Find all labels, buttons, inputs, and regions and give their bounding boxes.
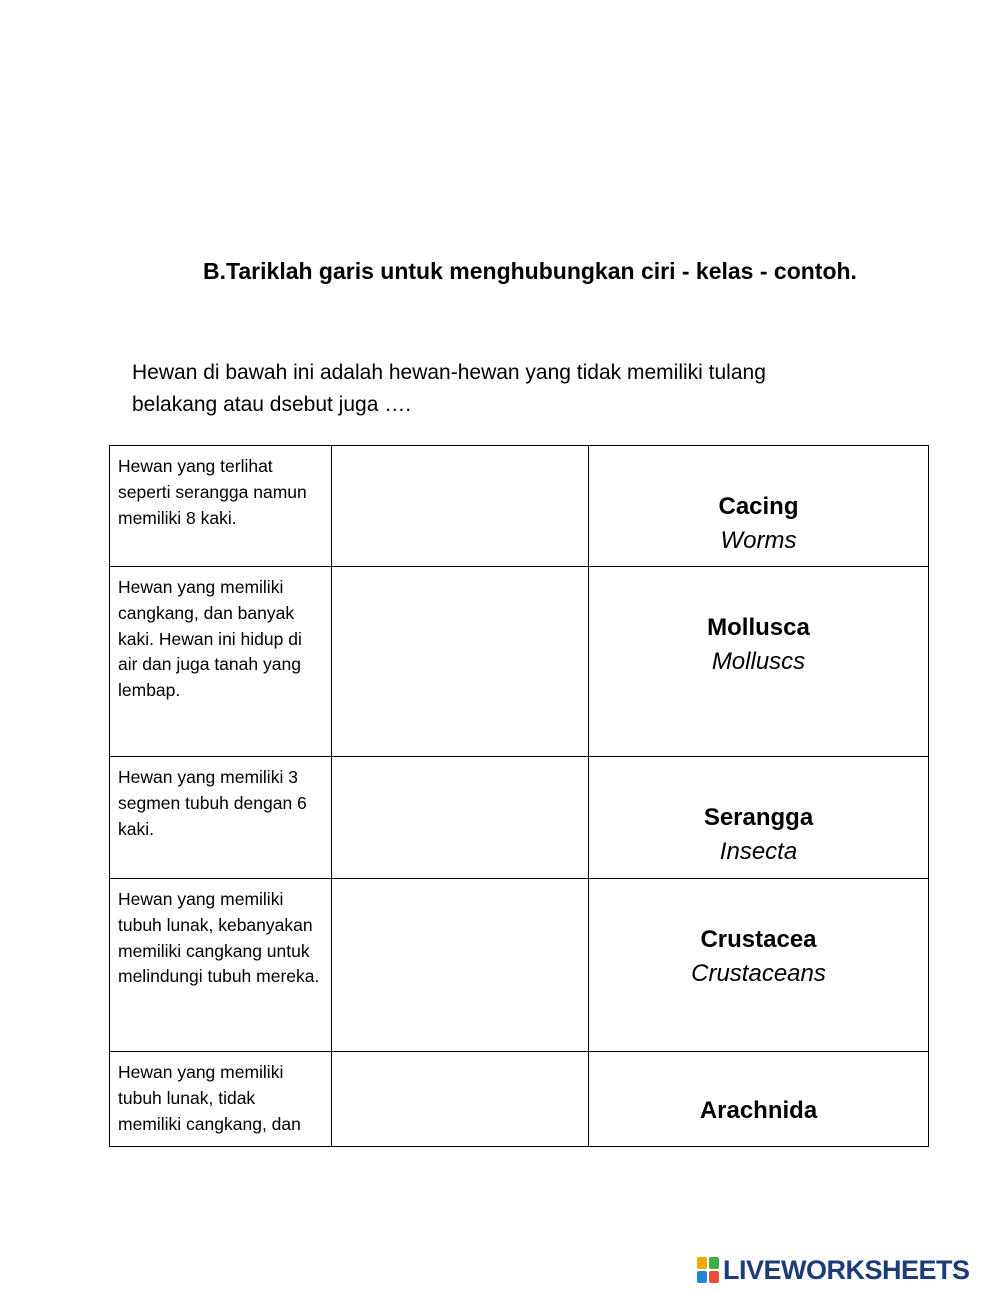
table-row <box>110 1052 929 1147</box>
class-name: Serangga <box>703 804 814 831</box>
logo-text: LIVEWORKSHEETS <box>723 1255 970 1285</box>
class-cell <box>589 446 929 567</box>
class-name: Cacing <box>718 493 799 520</box>
description-cell <box>110 879 332 1052</box>
class-cell <box>589 567 929 757</box>
description-text: Hewan yang terlihat seperti serangga namun memiliki 8 kaki. <box>118 456 307 528</box>
blank-cell[interactable] <box>332 567 589 757</box>
worksheet-title: B.Tariklah garis untuk menghubungkan ciri - kelas - contoh. <box>203 258 857 284</box>
description-cell <box>110 567 332 757</box>
class-cell <box>589 1052 929 1147</box>
liveworksheets-logo-icon <box>697 1257 719 1283</box>
class-name: Crustacea <box>700 926 817 953</box>
description-text: Hewan yang memiliki 3 segmen tubuh dengan 6 kaki. <box>118 767 307 839</box>
description-cell <box>110 446 332 567</box>
description-text: Hewan yang memiliki tubuh lunak, tidak memiliki cangkang, dan <box>118 1062 301 1134</box>
table-row <box>110 446 929 567</box>
class-latin-name: Worms <box>720 527 797 554</box>
blank-cell[interactable] <box>332 879 589 1052</box>
table-row <box>110 879 929 1052</box>
description-cell <box>110 757 332 879</box>
class-cell <box>589 879 929 1052</box>
description-cell <box>110 1052 332 1147</box>
worksheet-intro: Hewan di bawah ini adalah hewan-hewan yang tidak memiliki tulang belakang atau dsebut juga …. <box>132 361 766 416</box>
class-cell <box>589 757 929 879</box>
class-name: Arachnida <box>699 1097 818 1124</box>
table-row <box>110 567 929 757</box>
class-latin-name: Crustaceans <box>691 960 826 987</box>
class-latin-name: Molluscs <box>711 648 806 675</box>
description-text: Hewan yang memiliki tubuh lunak, kebanyakan memiliki cangkang untuk melindungi tubuh mereka. <box>118 889 320 987</box>
class-latin-name: Insecta <box>719 838 798 865</box>
blank-cell[interactable] <box>332 446 589 567</box>
blank-cell[interactable] <box>332 757 589 879</box>
matching-table <box>109 445 929 1147</box>
description-text: Hewan yang memiliki cangkang, dan banyak kaki. Hewan ini hidup di air dan juga tanah yang lembap. <box>118 577 302 701</box>
table-row <box>110 757 929 879</box>
blank-cell[interactable] <box>332 1052 589 1147</box>
class-name: Mollusca <box>707 614 810 641</box>
liveworksheets-logo[interactable] <box>697 1255 970 1285</box>
